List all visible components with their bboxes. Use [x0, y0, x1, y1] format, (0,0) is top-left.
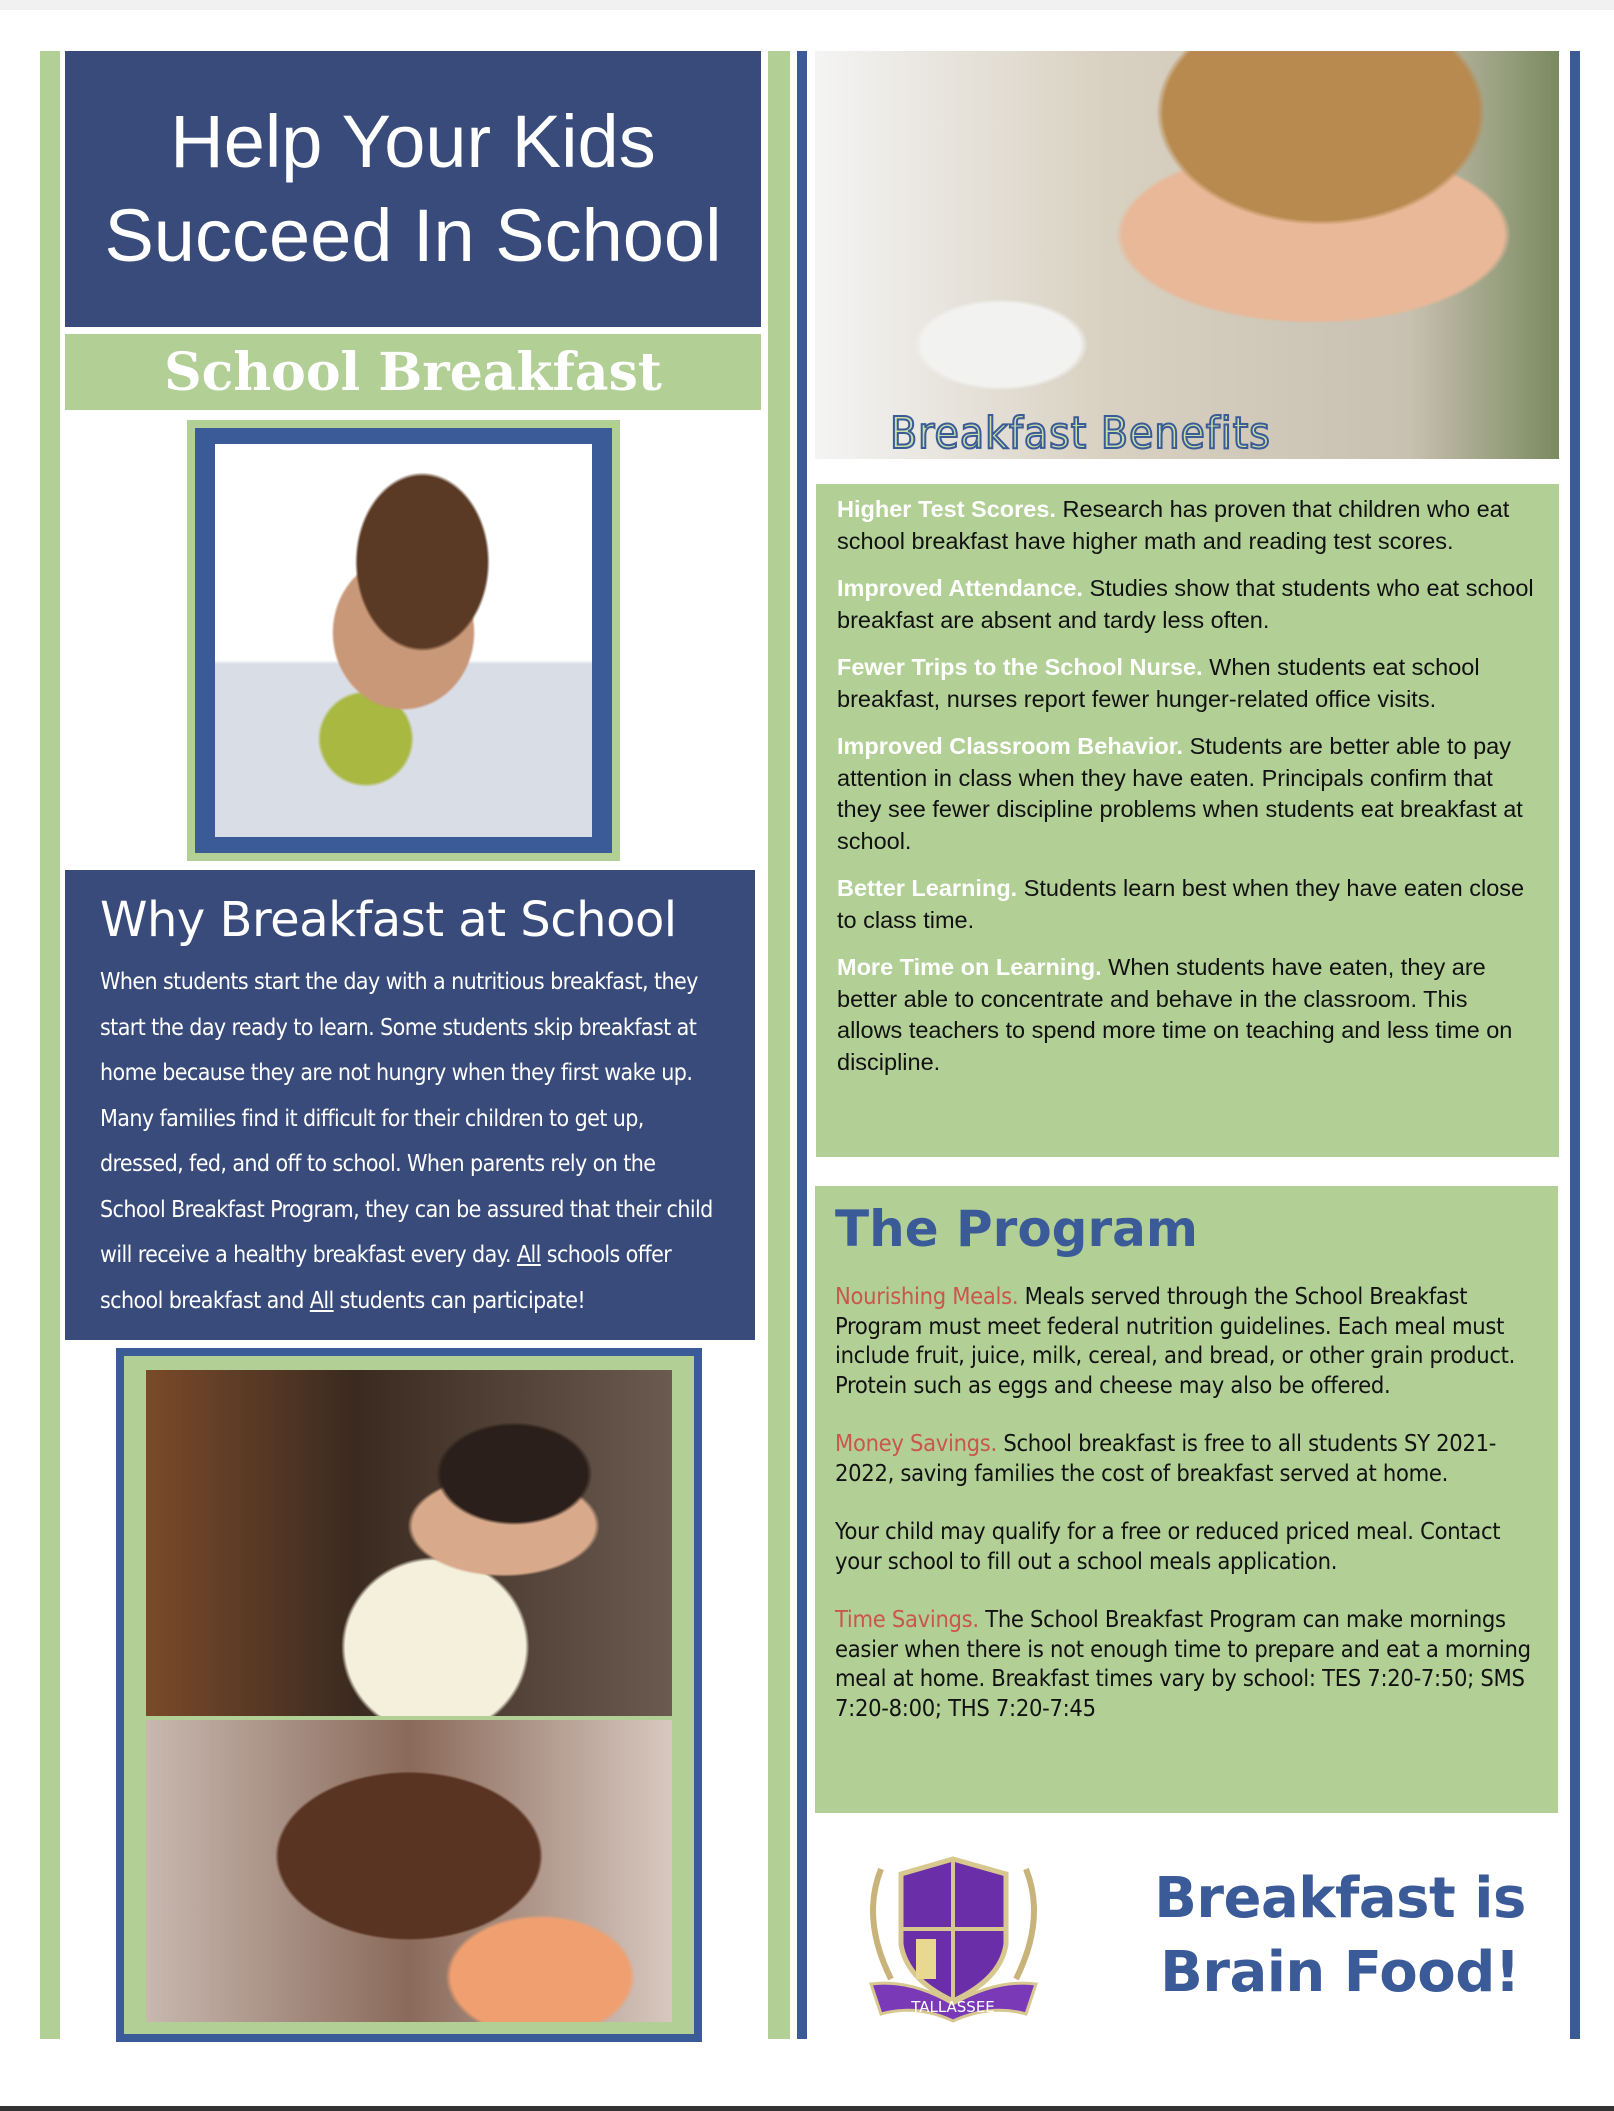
program-section — [815, 1186, 1558, 1813]
child-peach-photo — [146, 1720, 672, 2022]
bottom-bar — [0, 2106, 1614, 2111]
svg-text:TALLASSEE: TALLASSEE — [911, 1998, 995, 2016]
slogan-line-2: Brain Food! — [1160, 1940, 1520, 2005]
benefits-caption: Breakfast Benefits — [890, 408, 1271, 459]
program-text: The School Breakfast Program can make mornings easier when there is not enough time to prepare and eat a morning meal at home. Breakfast times vary by school: TES 7:20-7:50; SMS 7:20-8:00; THS 7:20-7:45 — [835, 1605, 1531, 1722]
slogan-line-1: Breakfast is — [1154, 1866, 1526, 1931]
why-body-3: students can participate! — [333, 1287, 586, 1314]
program-item — [835, 1429, 1536, 1488]
benefit-item — [837, 652, 1537, 715]
program-lead: Nourishing Meals. — [835, 1282, 1019, 1310]
page-title — [65, 51, 761, 327]
benefit-text: Students learn best when they have eaten close to class time. — [837, 875, 1525, 933]
title-line-1: Help Your Kids — [170, 100, 656, 183]
program-heading: The Program — [835, 1200, 1198, 1258]
benefit-text: When students have eaten, they are better able to concentrate and behave in the classroom. This allows teachers to spend more time on teaching and less time on discipline. — [837, 954, 1513, 1075]
toddler-apple-photo — [215, 444, 592, 837]
program-text: School breakfast is free to all students SY 2021-2022, saving families the cost of breakfast served at home. — [835, 1429, 1497, 1487]
title-line-2: Succeed In School — [104, 194, 722, 277]
benefit-text: Students are better able to pay attention in class when they have eaten. Principals confirm that they see fewer discipline problems when students eat breakfast at school. — [837, 733, 1523, 854]
benefit-item — [837, 873, 1537, 936]
girl-eating-photo — [146, 1370, 672, 1716]
children-eating-photo-frame — [116, 1348, 702, 2042]
why-body-1: When students start the day with a nutritious breakfast, they start the day ready to learn. Some students skip breakfast at home because they are not hungry when they first wake up. Many families find it difficult for their children to get up, dressed, fed, and off to school. When parents rely on the School Breakfast Program, they can be assured that their child will receive a healthy breakfast every day. — [100, 969, 713, 1268]
slogan — [1150, 1862, 1530, 2010]
benefit-lead: Improved Classroom Behavior. — [837, 733, 1184, 759]
benefit-item — [837, 494, 1537, 557]
program-item — [835, 1282, 1536, 1400]
benefit-text: Research has proven that children who eat school breakfast have higher math and reading test scores. — [837, 496, 1510, 554]
why-heading: Why Breakfast at School — [100, 892, 677, 948]
subtitle-banner — [65, 334, 761, 410]
benefit-item — [837, 573, 1537, 636]
program-lead: Time Savings. — [835, 1605, 979, 1633]
program-item — [835, 1605, 1536, 1723]
top-bar — [0, 0, 1614, 10]
benefit-text: When students eat school breakfast, nurses report fewer hunger-related office visits. — [837, 654, 1480, 712]
right-blue-border — [1570, 51, 1580, 2039]
boy-milk-photo — [815, 51, 1559, 459]
benefit-lead: Improved Attendance. — [837, 575, 1083, 601]
benefit-item — [837, 731, 1537, 857]
benefit-lead: More Time on Learning. — [837, 954, 1102, 980]
tallassee-crest-logo — [851, 1829, 1056, 2024]
why-body-2: schools offer school breakfast and — [100, 1242, 672, 1314]
all-underlined: All — [516, 1242, 541, 1268]
middle-blue-border — [797, 51, 807, 2039]
program-text: Your child may qualify for a free or reduced priced meal. Contact your school to fill out a school meals application. — [835, 1517, 1501, 1575]
benefit-text: Studies show that students who eat school breakfast are absent and tardy less often. — [837, 575, 1534, 633]
toddler-apple-photo-frame — [187, 420, 620, 861]
why-breakfast-section — [65, 870, 755, 1340]
middle-green-border — [768, 51, 790, 2039]
program-text: Meals served through the School Breakfast Program must meet federal nutrition guidelines. Each meal must include fruit, juice, milk, cereal, and bread, or other grain product. Protein such as eggs and cheese may also be offered. — [835, 1282, 1516, 1399]
benefit-lead: Better Learning. — [837, 875, 1018, 901]
program-item — [835, 1517, 1536, 1576]
benefit-item — [837, 952, 1537, 1078]
benefit-lead: Higher Test Scores. — [837, 496, 1056, 522]
benefit-lead: Fewer Trips to the School Nurse. — [837, 654, 1203, 680]
why-body — [100, 960, 725, 1324]
program-lead: Money Savings. — [835, 1429, 997, 1457]
subtitle: School Breakfast — [164, 341, 662, 403]
benefits-list — [816, 484, 1559, 1157]
all-underlined: All — [309, 1287, 334, 1314]
left-green-border — [40, 51, 60, 2039]
